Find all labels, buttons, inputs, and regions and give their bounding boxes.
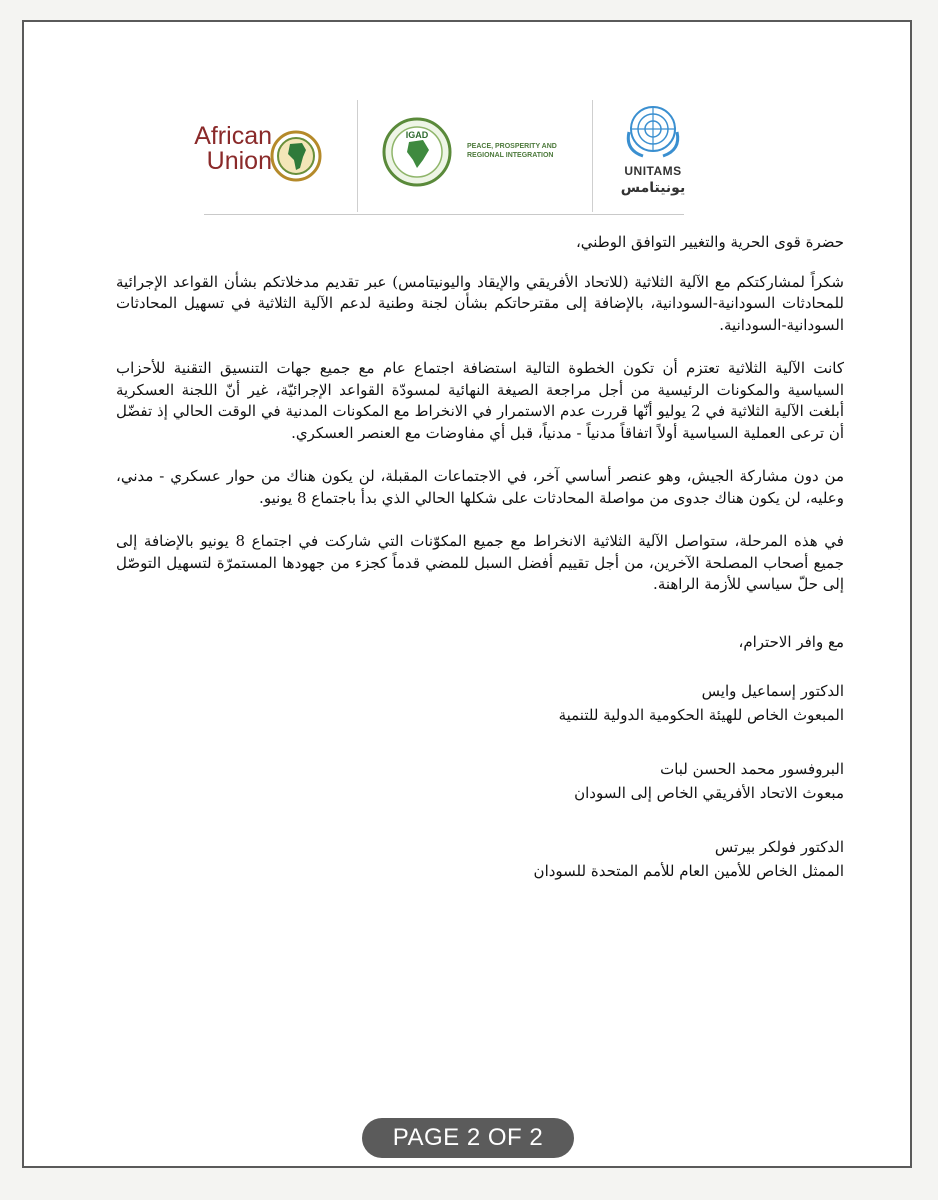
igad-tagline <box>467 142 577 160</box>
paragraph: من دون مشاركة الجيش، وهو عنصر أساسي آخر، في الاجتماعات المقبلة، لن يكون هناك من حوار عسكري - مدني، وعليه، لن يكون هناك جدوى من مواصلة المحادثات على شكلها الحالي الذي بدأ باجتماع 8 يونيو. <box>116 467 844 507</box>
signatory-name: البروفسور محمد الحسن لبات <box>660 760 844 778</box>
unitams-name-arabic: يونيتامس <box>620 180 686 196</box>
igad-tagline-line1: PEACE, PROSPERITY AND <box>467 143 557 150</box>
igad-emblem-icon <box>381 116 453 188</box>
igad-emblem-text: IGAD <box>405 130 429 140</box>
signatory-name: الدكتور إسماعيل وايس <box>701 682 844 700</box>
unitams-name: UNITAMS <box>624 164 682 178</box>
salutation: حضرة قوى الحرية والتغيير التوافق الوطني، <box>575 233 844 251</box>
signatory-block <box>116 835 844 883</box>
igad-logo <box>381 116 571 190</box>
page-number-badge: PAGE 2 OF 2 <box>362 1118 574 1158</box>
signatory-title: الممثل الخاص للأمين العام للأمم المتحدة للسودان <box>533 862 844 880</box>
unitams-logo <box>608 102 698 212</box>
signatory-title: مبعوث الاتحاد الأفريقي الخاص إلى السودان <box>574 784 844 802</box>
paragraph: كانت الآلية الثلاثية تعتزم أن تكون الخطوة التالية استضافة اجتماع عام مع جميع جهات التنسيق التقنية للأحزاب السياسية والمكونات الرئيسية من أجل مراجعة الصيغة النهائية لمسودّة القواعد الإجرائيّة، غير أنّ اللجنة العسكرية أبلغت الآلية الثلاثية في 2 يوليو أنّها قررت عدم الاستمرار في الانخراط مع المكونات المدنية في الوقت الحالي إذ تفضّل أن ترعى العملية السياسية أولاً اتفاقاً مدنياً - مدنياً، قبل أي مفاوضات مع العنصر العسكري. <box>116 359 844 442</box>
logo-divider <box>357 100 358 212</box>
paragraph: شكراً لمشاركتكم مع الآلية الثلاثية (للاتحاد الأفريقي والإيقاد واليونيتامس) عبر تقديم مدخلاتكم بشأن القواعد الإجرائية للمحادثات السودانية-السودانية، بالإضافة إلى مقترحاتكم بشأن لجنة وطنية لدعم الآلية الثلاثية في تسهيل المحادثات السودانية-السودانية. <box>116 272 844 334</box>
logo-divider <box>592 100 593 212</box>
closing: مع وافر الاحترام، <box>738 632 844 651</box>
paragraph: في هذه المرحلة، ستواصل الآلية الثلاثية الانخراط مع جميع المكوّنات التي شاركت في اجتماع 8 يونيو بالإضافة إلى جميع أصحاب المصلحة الآخرين، من أجل تقييم أفضل السبل للمضي قدماً كجزء من جهودها المستمرّة لتسهيل التوصّل إلى حلّ سياسي للأزمة الراهنة. <box>116 532 844 593</box>
au-logo-line1: African <box>194 122 272 150</box>
letter-body <box>116 232 844 913</box>
document-page <box>22 20 912 1168</box>
signatory-block <box>116 757 844 805</box>
signatory-title: المبعوث الخاص للهيئة الحكومية الدولية للتنمية <box>558 706 844 724</box>
au-emblem-icon <box>270 130 322 182</box>
igad-tagline-line2: REGIONAL INTEGRATION <box>467 152 554 159</box>
au-logo-line2: Union <box>206 147 272 175</box>
african-union-logo <box>176 124 326 184</box>
signatory-name: الدكتور فولكر بيرتس <box>714 838 844 856</box>
header-rule <box>204 214 684 215</box>
letterhead-logos <box>174 94 714 214</box>
signatory-block <box>116 679 844 727</box>
un-emblem-icon <box>621 102 685 160</box>
